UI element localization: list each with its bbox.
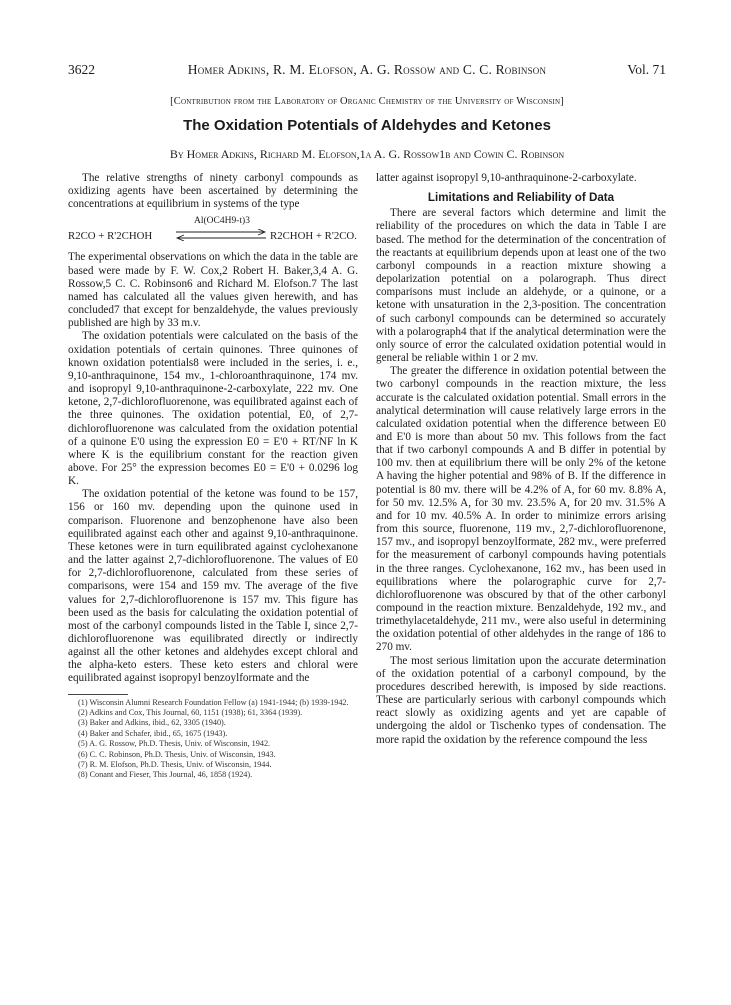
left-paragraph-3: The oxidation potentials were calculated on the basis of the oxidation potentials of certain quinones. Three quinones of known oxidation potentials8 were included in the series, i. e., 9,10-anthraquinone, 154 mv., 1-chloroanthraquinone, 174 mv. and isopropyl 9,10-anthraquinone-2-carboxylate, 222 mv. One ketone, 2,7-dichlorofluorenone, was equilibrated against each of the three quinones. The oxidation potential, E0, of 2,7-dichlorofluorenone was calculated from the oxidation potential of a quinone E'0 using the expression E0 = E'0 + RT/NF ln K where K is the equilibrium constant for the reaction given above. For 25° the expression becomes E0 = E'0 + 0.0296 log K.	[68, 330, 358, 488]
left-column	[68, 172, 358, 781]
article-title: The Oxidation Potentials of Aldehydes and Ketones	[183, 117, 551, 134]
volume-label: Vol. 71	[627, 62, 666, 77]
footnote: (3) Baker and Adkins, ibid., 62, 3305 (1940).	[78, 718, 226, 728]
left-paragraph-1: The relative strengths of ninety carbonyl compounds as oxidizing agents have been ascertained by determining the concentrations at equilibrium in systems of the type	[68, 172, 358, 211]
left-paragraph-4: The oxidation potential of the ketone was found to be 157, 156 or 160 mv. depending upon the quinone used in comparison. Fluorenone and benzophenone have also been equilibrated against each other and against 9,10-anthraquinone. These ketones were in turn equilibrated against cyclohexanone and the latter against 2,7-dichlorofluorenone. The values of E0 for 2,7-dichlorofluorenone, calculated from these series of comparisons, were 154 and 159 mv. The average of the five values for 2,7-dichlorofluorenone is 157 mv. This figure has been used as the basis for calculating the oxidation potential of most of the carbonyl compounds listed in the Table I, since 2,7-dichlorofluorenone was equilibrated directly or indirectly against all the other ketones and aldehydes except chloral and the alpha-keto esters. These keto esters and chloral were equilibrated against isopropyl benzoylformate and the	[68, 488, 358, 685]
running-head	[68, 62, 666, 80]
equation-left-side: R2CO + R'2CHOH	[68, 230, 153, 243]
footnote-rule	[68, 694, 128, 695]
equilibrium-arrows-icon	[174, 229, 268, 241]
right-paragraph-4: The most serious limitation upon the accurate determination of the oxidation potential of a carbonyl compound, by the procedures described herewith, is imposed by side reactions. These are particularly serious with carbonyl compounds which react slowly as oxidizing agents and yet are capable of undergoing the aldol or Tischenko types of condensation. The more rapid the oxidation by the reference compound the less	[376, 654, 666, 746]
footnote: (7) R. M. Elofson, Ph.D. Thesis, Univ. of Wisconsin, 1944.	[78, 760, 272, 770]
equation-catalyst: Al(OC4H9-t)3	[194, 216, 250, 227]
right-paragraph-1: latter against isopropyl 9,10-anthraquinone-2-carboxylate.	[376, 172, 637, 184]
right-column	[376, 172, 666, 747]
running-head-authors: Homer Adkins, R. M. Elofson, A. G. Rossow and C. C. Robinson	[187, 62, 547, 77]
footnote: (5) A. G. Rossow, Ph.D. Thesis, Univ. of Wisconsin, 1942.	[78, 739, 271, 749]
footnotes	[68, 698, 358, 781]
left-paragraph-2: The experimental observations on which the data in the table are based were made by F. W. Cox,2 Robert H. Baker,3,4 A. G. Rossow,5 C. C. Robinson6 and Richard M. Elofson.7 The last named has calculated all the values given herewith, and has concluded7 that except for benzaldehyde, the values previously published are high by 33 m.v.	[68, 251, 358, 330]
footnote: (8) Conant and Fieser, This Journal, 46, 1858 (1924).	[78, 770, 253, 780]
footnote: (1) Wisconsin Alumni Research Foundation Fellow (a) 1941-1944; (b) 1939-1942.	[78, 697, 349, 707]
footnote: (6) C. C. Robinson, Ph.D. Thesis, Univ. of Wisconsin, 1943.	[78, 749, 276, 759]
contribution-note: [Contribution from the Laboratory of Organic Chemistry of the University of Wisconsin]	[170, 96, 564, 107]
section-heading: Limitations and Reliability of Data	[427, 191, 615, 205]
reaction-equation	[68, 215, 358, 245]
footnote: (2) Adkins and Cox, This Journal, 60, 1151 (1938); 61, 3364 (1939).	[78, 708, 303, 718]
footnote: (4) Baker and Schafer, ibid., 65, 1675 (1943).	[78, 728, 228, 738]
page-number: 3622	[68, 62, 95, 77]
author-byline: By Homer Adkins, Richard M. Elofson,1a A. G. Rossow1b and Cowin C. Robinson	[169, 147, 565, 161]
equation-right-side: R2CHOH + R'2CO.	[270, 230, 357, 243]
right-paragraph-2: There are several factors which determine and limit the reliability of the procedures on which the data in Table I are based. The method for the determination of the concentration of the reactants at equilibrium depends upon at least one of the two carbonyl compounds in a reaction mixture showing a depolarization potential on a polarograph. Thus direct comparisons must include an aldehyde, or a quinone, or a ketone with unsaturation in the 2,3-position. The concentration of such carbonyl compounds can be determined so accurately with a polarograph4 that if the analytical determination were the only source of error the calculated oxidation potential would in general be reliable within 1 or 2 mv.	[376, 207, 666, 365]
right-paragraph-3: The greater the difference in oxidation potential between the two carbonyl compounds in the reaction mixture, the less accurate is the calculated oxidation potential. Small errors in the analytical determination will cause relatively large errors in the calculated oxidation potential when the difference between E0 and E'0 is more than about 50 mv. This follows from the fact that if two carbonyl compounds A and B differ in potential by 100 mv. then at equilibrium there will be only 2% of the ketone A having the higher potential and 98% of B. If the difference in potential is 80 mv. there will be 4.2% of A, for 60 mv. 8.8% A, for 50 mv. 12.5% A, for 30 mv. 23.5% A, for 20 mv. 31.5% A and for 10 mv. 40.5% A. In order to minimize errors arising from this source, fluorenone, 119 mv., 2,7-dichlorofluorenone, 157 mv., and isopropyl benzoylformate, 282 mv., were preferred for the measurement of carbonyl compounds having potentials in the three ranges. Cyclohexanone, 162 mv., has been used in equilibrations where the polarographic curve for 2,7-dichlorofluorenone was obscured by that of the other carbonyl compound in the reaction mixture. Benzaldehyde, 192 mv., and trimethylacetaldehyde, 211 mv., were also useful in determining the oxidation potential of other aldehydes in the range of 186 to 270 mv.	[376, 365, 666, 654]
